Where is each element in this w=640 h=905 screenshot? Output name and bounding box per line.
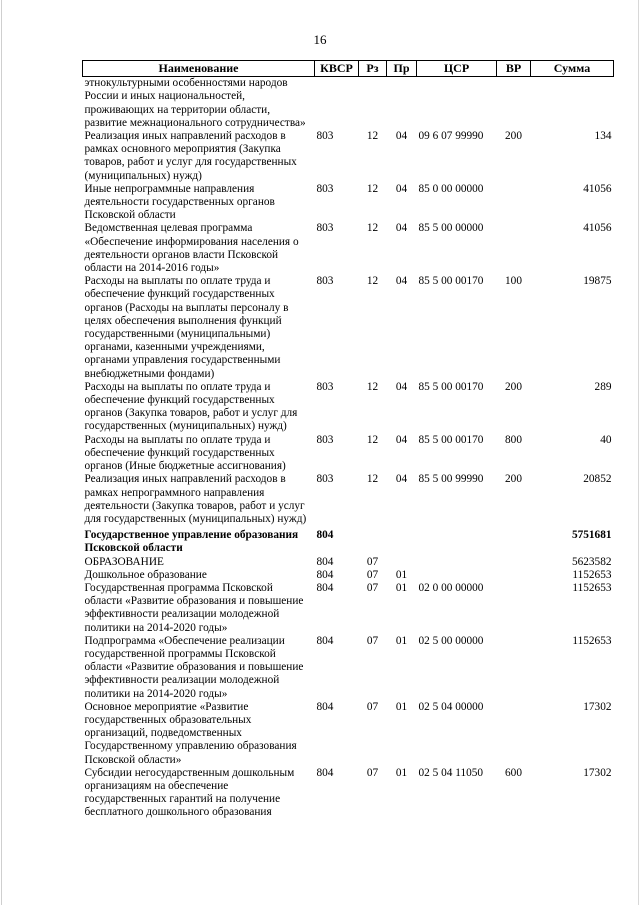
cell-vr [497,635,531,701]
cell-csr: 02 5 04 11050 [418,766,484,779]
cell-kvsr: 803 [316,222,334,235]
cell-csr [417,526,497,555]
cell-sum: 5623582 [571,555,612,568]
cell-name: Государственная программа Псковской области «Развитие образования и повышение эффективности реализации молодежной политики на 2014-2020 годы» [84,581,304,634]
cell-name: Ведомственная целевая программа «Обеспечение информирования населения о деятельности органов власти Псковской области на 2014-2016 годы» [84,222,299,275]
cell-sum: 1152653 [572,568,612,581]
table-row [83,381,614,434]
budget-table [82,60,614,820]
cell-sum: 1152653 [572,581,612,594]
table-row [83,473,614,526]
table-header [83,61,614,77]
table-row [83,582,614,635]
table-row [83,434,614,474]
cell-vr [497,582,531,635]
cell-pr: 04 [395,182,408,195]
cell-rz: 07 [366,568,379,581]
cell-pr: 01 [395,568,408,581]
cell-rz: 12 [366,275,379,288]
header-csr: ЦСР [417,61,497,77]
table-row [83,767,614,820]
cell-name: Субсидии негосударственным дошкольным организациям на обеспечение государственных гарантий на получение бесплатного дошкольного образования [84,766,295,819]
cell-pr: 01 [395,581,408,594]
cell-csr: 85 5 00 00000 [418,222,484,235]
cell-rz: 07 [366,700,379,713]
cell-pr: 04 [395,222,408,235]
cell-sum: 20852 [583,473,612,486]
cell-kvsr: 803 [316,380,334,393]
cell-pr: 01 [395,634,408,647]
cell-vr [497,701,531,767]
header-pr: Пр [387,61,417,77]
cell-rz: 07 [366,634,379,647]
cell-pr [387,526,417,555]
header-kvsr: КВСР [315,61,359,77]
cell-sum [531,77,614,130]
table-row [83,183,614,223]
table-row [83,526,614,555]
cell-name: Расходы на выплаты по оплате труда и обеспечение функций государственных органов (Расходы на выплаты персоналу в целях обеспечения выполнения функций государственными (муниципальными) органами, казенными учреждениями, органами управления государственными внебюджетными фондами) [84,275,289,380]
cell-rz: 07 [366,555,379,568]
cell-rz: 07 [366,766,379,779]
cell-vr: 100 [505,275,522,288]
cell-name: Основное мероприятие «Развитие государственных образовательных организаций, подведомственных Государственному управлению образования Псковской области» [84,700,297,766]
cell-vr: 800 [505,433,522,446]
cell-sum: 1152653 [572,634,612,647]
cell-name: Расходы на выплаты по оплате труда и обеспечение функций государственных органов (Иные бюджетные ассигнования) [84,433,286,473]
cell-sum: 41056 [583,222,612,235]
cell-csr: 85 5 00 00170 [418,275,484,288]
cell-csr [417,569,497,582]
cell-vr [497,222,531,275]
table-row [83,635,614,701]
cell-rz [359,526,387,555]
table-row [83,77,614,130]
table-row [83,130,614,183]
cell-vr: 200 [505,130,522,143]
table-body [83,77,614,820]
cell-kvsr: 804 [316,529,334,542]
cell-rz: 12 [366,222,379,235]
cell-vr: 200 [505,473,522,486]
cell-csr: 85 0 00 00000 [418,182,484,195]
cell-sum: 289 [594,380,612,393]
cell-kvsr: 803 [316,182,334,195]
cell-vr: 200 [505,380,522,393]
cell-pr [387,77,417,130]
cell-name: Государственное управление образования Псковской области [84,529,299,555]
cell-csr: 85 5 00 00170 [418,433,484,446]
header-sum: Сумма [531,61,614,77]
cell-pr: 04 [395,130,408,143]
cell-vr [497,526,531,555]
cell-kvsr: 804 [316,568,334,581]
cell-pr: 04 [395,275,408,288]
cell-sum: 5751681 [571,529,612,542]
cell-name: Дошкольное образование [84,568,207,581]
header-rz: Рз [359,61,387,77]
table-row [83,222,614,275]
cell-name: Подпрограмма «Обеспечение реализации государственной программы Псковской области «Развитие образования и повышение эффективности реализации молодежной политики на 2014-2020 годы» [84,634,304,700]
cell-vr [497,556,531,569]
cell-csr [417,77,497,130]
cell-csr: 02 5 04 00000 [418,700,484,713]
cell-name: Расходы на выплаты по оплате труда и обеспечение функций государственных органов (Закупка товаров, работ и услуг для государственных (муниципальных) нужд) [84,380,298,433]
cell-name: ОБРАЗОВАНИЕ [84,555,164,568]
cell-sum: 41056 [583,182,612,195]
cell-csr: 02 5 00 00000 [418,634,484,647]
table-row [83,569,614,582]
cell-sum: 134 [594,130,612,143]
page-number: 16 [313,32,327,47]
cell-csr: 02 0 00 00000 [418,581,484,594]
cell-rz: 12 [366,182,379,195]
cell-kvsr: 804 [316,581,334,594]
header-name: Наименование [83,61,315,77]
cell-kvsr: 804 [316,700,334,713]
cell-csr: 85 5 00 00170 [418,380,484,393]
cell-csr: 85 5 00 99990 [418,473,484,486]
cell-rz: 12 [366,473,379,486]
table-row [83,275,614,381]
cell-rz: 07 [366,581,379,594]
cell-rz: 12 [366,433,379,446]
cell-rz: 12 [366,130,379,143]
cell-name: этнокультурными особенностями народов России и иных национальностей, проживающих на территории области, развитие межнационального сотрудничества» [84,77,306,129]
cell-sum: 17302 [583,700,612,713]
cell-pr [387,556,417,569]
cell-kvsr: 803 [316,473,334,486]
cell-vr: 600 [505,766,522,779]
table-row [83,556,614,569]
cell-csr: 09 6 07 99990 [418,130,484,143]
cell-kvsr: 804 [316,555,334,568]
scan-edge-right [638,0,639,905]
cell-name: Реализация иных направлений расходов в рамках непрограммного направления деятельности (Закупка товаров, работ и услуг для государственных (муниципальных) нужд) [84,473,307,525]
cell-pr: 04 [395,433,408,446]
cell-name: Иные непрограммные направления деятельности государственных органов Псковской области [84,182,275,222]
cell-vr [497,569,531,582]
cell-kvsr: 804 [316,634,334,647]
cell-sum: 17302 [583,766,612,779]
cell-sum: 40 [600,433,612,446]
header-vr: ВР [497,61,531,77]
cell-kvsr: 803 [316,275,334,288]
cell-sum: 19875 [583,275,612,288]
cell-pr: 04 [395,473,408,486]
cell-rz [359,77,387,130]
cell-kvsr: 804 [316,766,334,779]
cell-csr [417,556,497,569]
cell-pr: 04 [395,380,408,393]
table-row [83,701,614,767]
cell-kvsr: 803 [316,433,334,446]
cell-rz: 12 [366,380,379,393]
cell-pr: 01 [395,766,408,779]
cell-kvsr: 803 [316,130,334,143]
cell-pr: 01 [395,700,408,713]
cell-vr [497,77,531,130]
cell-name: Реализация иных направлений расходов в рамках основного мероприятия (Закупка товаров, работ и услуг для государственных (муниципальных) нужд) [84,130,297,182]
scan-edge-left [1,0,2,905]
cell-vr [497,183,531,223]
cell-kvsr [315,77,359,130]
